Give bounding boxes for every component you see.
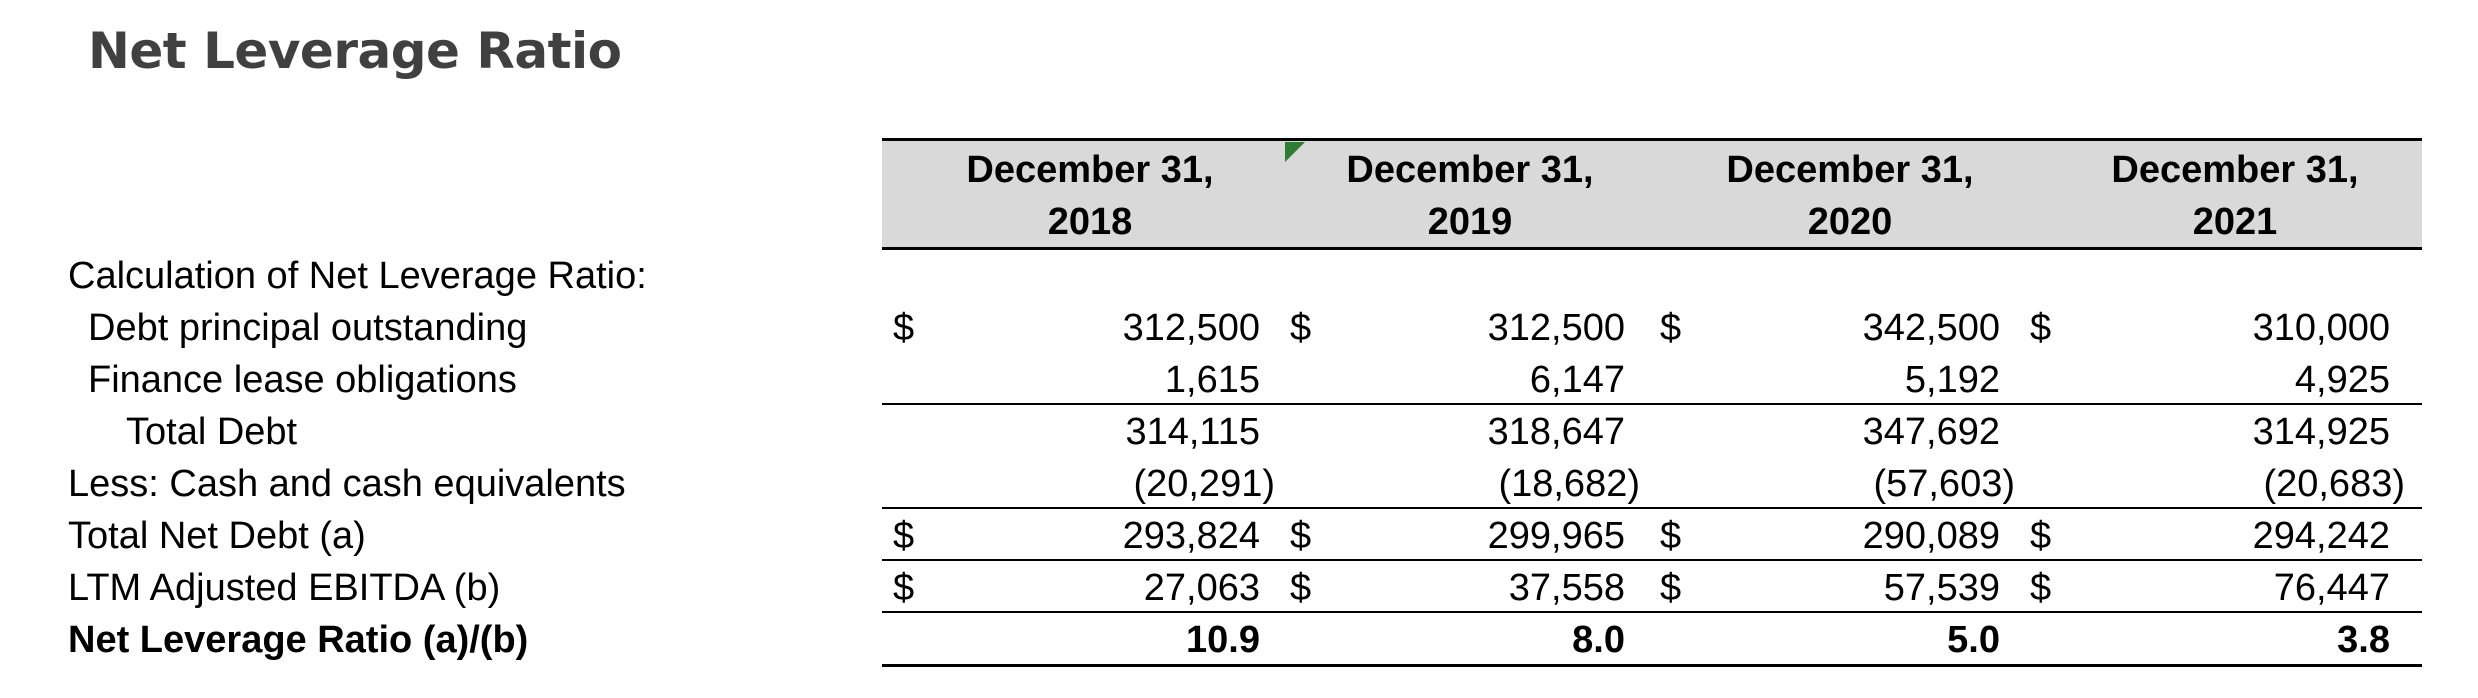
- table-cell: 310,000: [2252, 307, 2390, 349]
- row-divider: [882, 507, 2422, 509]
- table-cell: 4,925: [2294, 359, 2390, 401]
- column-header-line1: December 31,: [1726, 149, 1974, 191]
- currency-symbol: $: [1290, 307, 1312, 349]
- table-cell: 347,692: [1862, 411, 2000, 453]
- table-cell: 5,192: [1904, 359, 2000, 401]
- row-label-finance-lease: Finance lease obligations: [88, 359, 517, 401]
- column-header-2020: [1690, 144, 2010, 248]
- table-cell: 294,242: [2252, 515, 2390, 557]
- table-cell: 76,447: [2273, 567, 2390, 609]
- column-header-line1: December 31,: [1346, 149, 1594, 191]
- row-divider: [882, 611, 2422, 613]
- table-bottom-border: [882, 664, 2422, 667]
- column-header-year: 2019: [1427, 201, 1513, 243]
- table-cell: (20,291): [1133, 463, 1275, 505]
- currency-symbol: $: [1660, 515, 1682, 557]
- page-title: Net Leverage Ratio: [88, 22, 622, 80]
- table-cell: 3.8: [2337, 619, 2390, 661]
- column-header-line1: December 31,: [966, 149, 1214, 191]
- row-label-total-debt: Total Debt: [126, 411, 298, 453]
- column-header-year: 2018: [1047, 201, 1133, 243]
- table-cell: 8.0: [1572, 619, 1625, 661]
- table-cell: (18,682): [1498, 463, 1640, 505]
- currency-symbol: $: [1660, 307, 1682, 349]
- row-label-less-cash: Less: Cash and cash equivalents: [68, 463, 626, 505]
- table-cell: 312,500: [1122, 307, 1260, 349]
- section-label: Calculation of Net Leverage Ratio:: [68, 255, 647, 297]
- currency-symbol: $: [893, 307, 915, 349]
- column-header-year: 2021: [2192, 201, 2278, 243]
- table-cell: 314,925: [2252, 411, 2390, 453]
- row-divider: [882, 403, 2422, 405]
- table-cell: 290,089: [1862, 515, 2000, 557]
- table-cell: 299,965: [1487, 515, 1625, 557]
- column-header-2021: [2075, 144, 2395, 248]
- currency-symbol: $: [1290, 567, 1312, 609]
- table-cell: 1,615: [1164, 359, 1260, 401]
- column-header-2019: [1310, 144, 1630, 248]
- table-cell: 293,824: [1122, 515, 1260, 557]
- table-cell: 37,558: [1508, 567, 1625, 609]
- row-divider: [882, 559, 2422, 561]
- table-cell: 318,647: [1487, 411, 1625, 453]
- comment-indicator-icon: [1285, 142, 1305, 162]
- table-cell: 314,115: [1125, 411, 1260, 453]
- table-cell: 6,147: [1529, 359, 1625, 401]
- table-cell: 312,500: [1487, 307, 1625, 349]
- currency-symbol: $: [2030, 307, 2052, 349]
- column-header-2018: [935, 144, 1245, 248]
- row-label-total-net-debt: Total Net Debt (a): [68, 515, 366, 557]
- currency-symbol: $: [2030, 567, 2052, 609]
- row-label-debt-principal: Debt principal outstanding: [88, 307, 528, 349]
- currency-symbol: $: [893, 515, 915, 557]
- table-cell: 57,539: [1883, 567, 2000, 609]
- column-header-line1: December 31,: [2111, 149, 2359, 191]
- currency-symbol: $: [1290, 515, 1312, 557]
- column-header-year: 2020: [1807, 201, 1893, 243]
- table-cell: 5.0: [1947, 619, 2000, 661]
- table-cell: 10.9: [1186, 619, 1260, 661]
- currency-symbol: $: [1660, 567, 1682, 609]
- currency-symbol: $: [2030, 515, 2052, 557]
- currency-symbol: $: [893, 567, 915, 609]
- table-cell: 27,063: [1143, 567, 1260, 609]
- table-cell: 342,500: [1862, 307, 2000, 349]
- row-label-net-leverage-ratio: Net Leverage Ratio (a)/(b): [68, 619, 529, 661]
- row-label-ltm-ebitda: LTM Adjusted EBITDA (b): [68, 567, 501, 609]
- table-cell: (57,603): [1873, 463, 2015, 505]
- table-cell: (20,683): [2263, 463, 2405, 505]
